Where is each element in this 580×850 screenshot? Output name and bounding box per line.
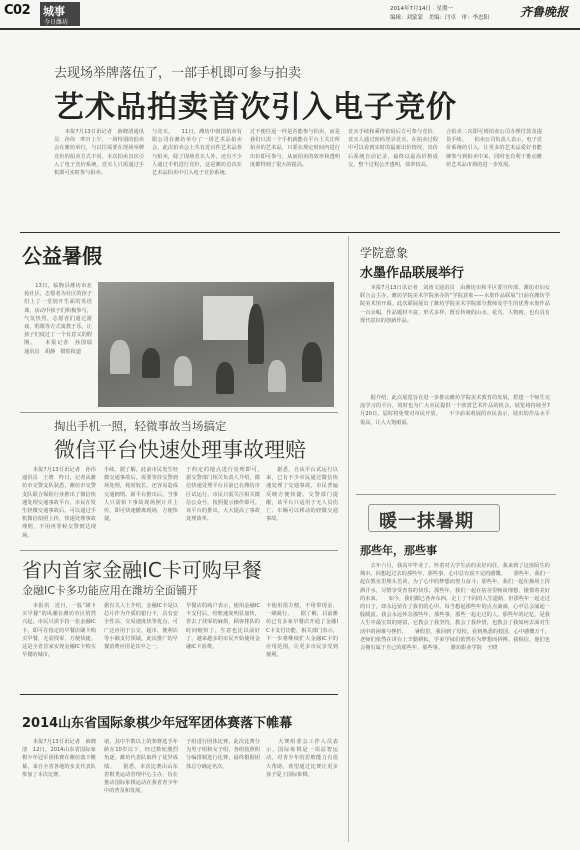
summer-title: 那些年，那些事 <box>360 544 437 557</box>
right-column-divider <box>348 236 349 842</box>
photo-teacher <box>248 304 264 364</box>
wechat-column-1: 本报7月13日讯记者 孙伟 通讯员 王增 昨日，记者从潍坊市交警支队获悉，潍坊市交警支队联合保险行业推出了微信快速处理交通事故平台，市民在发生轻微交通事故后，可以通过手机微信拍照上传，快速处理事故理赔，不用再等候交警到达现场。 <box>22 467 96 539</box>
page-code: C02 <box>4 3 31 18</box>
chess-headline: 2014山东省国际象棋少年冠军团体赛落下帷幕 <box>22 716 293 731</box>
newspaper-logo: 齐鲁晚报 <box>520 5 569 19</box>
chess-column-4: 大赛组委会工作人员表示，国际象棋是一项益智运动，对青少年的思维能力有很大帮助，希望通过比赛让更多孩子爱上国际象棋。 <box>266 739 338 778</box>
photo-child <box>302 342 322 382</box>
finance-column-4: 卡使用很方便，不用带现金，一刷就行。 据了解，目前潍坊已有多家早餐店开通了金融IC卡支付功能，相关部门表示，下一步将继续扩大金融IC卡的应用范围，让更多市民享受到便利。 <box>266 603 338 659</box>
lead-kicker: 去现场举牌落伍了，一部手机即可参与拍卖 <box>54 66 302 81</box>
finance-headline: 省内首家金融IC卡可购早餐 <box>22 558 262 582</box>
header-rule <box>0 28 580 30</box>
summer-essay: 去年六月，我高中毕业了，怀着对大学生活的美好向往，我来到了这座陌生的城市。回想起过去的那些年，那些事，心中总有说不完的感慨。 那些年，我们一起在教室里埋头苦读，为了心中的梦想而努力奋斗；那些年，我们一起在操场上挥洒汗水，尽情享受青春的快乐；那些年，我们一起在宿舍里畅谈理想，憧憬着美好的未来。 如今，我们都已各奔东西，走上了不同的人生道路，但那些年一起走过的日子，却永远留在了我们的心中。每当想起那些年的点点滴滴，心中总会涌起一股暖流。我会永远怀念那些年，那些事，那些一起走过的人。那些年的记忆，是我人生中最宝贵的财富，它教会了我坚持，教会了我珍惜，也教会了我如何去面对生活中的困难与挫折。 暑假里，我回到了母校，看到熟悉的校园，心中感慨万千。老师们依然在讲台上辛勤耕耘，学弟学妹们依然在为梦想而拼搏。我相信，他们也会拥有属于自己的那些年，那些事。 潍坊职业学院 王晓 <box>360 563 550 652</box>
lead-column-4: 竞买手续和乘得密码后方可参与竞价，竞买人通过密码登录竞买，在拍卖过程中可以看到实时的最新出价情况，出价后系统自动记录，最终以最高价格成交，整个过程公开透明，效率较高。 <box>348 129 438 168</box>
section-title: 城事 <box>43 5 65 18</box>
lead-bottom-rule <box>20 232 560 233</box>
chess-column-3: 子组进行团体比赛。此次比赛分为男子组和女子组，各组按照积分编排制进行比赛，最终根据团体总分确定名次。 <box>186 739 260 770</box>
column-badge <box>368 504 500 532</box>
chess-column-1: 本报7月13日讯记者 薛晓清 12日，2014山东省国际象棋少年冠军团体赛在潍坊落下帷幕，来自全省各地的多支代表队参加了本次比赛。 <box>22 739 96 778</box>
school-column-1: 本报7月13日讯记者 刘涛文通讯员 由潍坊市和平区委宣传部、潍坊市妇女联合会主办，潍坊学院美术学院承办的“学院意象——水墨作品联展”日前在潍坊学院美术馆开幕。此次联展展出了潍坊学院美术学院部分教师及学生的优秀水墨作品一百余幅，作品题材丰富，形式多样，既有传统的山水、花鸟、人物画，也有具有现代意识的创新作品。 <box>360 285 550 324</box>
charity-bottom-rule <box>20 412 338 413</box>
school-column-2: 据介绍，此次展览旨在进一步推动潍坊学院美术教育的发展，搭建一个师生交流学习的平台，同时也为广大市民提供一个欣赏艺术作品的机会。展览将持续至7月20日，届时将免费对市民开放。 不少前来观展的市民表示，展出的作品水平很高，让人大饱眼福。 <box>360 395 550 426</box>
photo-child <box>174 356 192 386</box>
finance-bottom-rule <box>20 694 338 695</box>
charity-caption: 13日，临朐县潍坊市北苑社区，志愿者为社区的孩子们上了一堂别开生面的英语课，活动中孩子们积极参与，气氛热烈，志愿者们通过游戏、唱歌等方式寓教于乐，让孩子们度过了一个有意义的假期。 本报记者 孙国瑞 通讯员 胡静 摄影报道 <box>24 283 92 355</box>
wechat-column-4: 据悉，自该平台试运行以来，已有不少市民通过微信快速处理了交通事故，市民普遍反映方便快捷。交警部门提醒，该平台只适用于无人员伤亡、车辆可以移动的轻微交通事故。 <box>266 467 338 523</box>
finance-column-3: 早餐店的商户表示，使用金融IC卡支付后，结账速度明显加快，省去了找零的麻烦，顾客排队的时间缩短了，生意也比以前好了，越来越多的市民开始使用金融IC卡消费。 <box>186 603 260 651</box>
wechat-column-2: 手续。据了解，此前市民发生轻微交通事故后，需要等待交警到场处理，耗时较长，还容易造成交通拥堵。新平台推出后，当事人只需拍下事故现场照片并上传，即可快速撤离现场，方便快捷。 <box>104 467 178 523</box>
lead-headline: 艺术品拍卖首次引入电子竞价 <box>54 90 457 125</box>
section-banner <box>40 2 80 26</box>
photo-child <box>110 340 130 374</box>
wechat-bottom-rule <box>20 550 338 551</box>
photo-child <box>142 348 160 378</box>
lead-column-1: 本报7月13日讯记者 薛晓清通讯员 孙伟 昨日上午，一场特别的拍卖会在潍坊举行，与以往需要在现场举牌竞价的拍卖方式不同，本次拍卖首次引入了电子竞价系统，竞买人只需通过手机即可实时参与拍卖。 <box>54 129 144 177</box>
editor-credits: 编辑：刘蒙蒙 美编：闫卓 审：李忠阳 <box>390 15 490 21</box>
photo-child <box>268 360 286 392</box>
lead-column-5: 合拍卖二次即可到拍卖公司办理付款及提货手续。 拍卖公司负责人表示，电子竞价系统的引入，让更多的艺术品爱好者能够参与到拍卖中来，同时也有利于推动潍坊艺术品市场的进一步发展。 <box>446 129 542 168</box>
finance-subhead: 金融IC卡多功能应用在潍坊全面铺开 <box>22 584 198 597</box>
section-subtitle: 今日潍坊 <box>44 19 69 26</box>
charity-title: 公益暑假 <box>22 244 102 268</box>
school-bottom-rule <box>356 494 556 495</box>
column-badge-label: 暖一抹暑期 <box>379 511 474 532</box>
photo-whiteboard <box>203 296 253 340</box>
finance-column-2: 据有关人士介绍，金融IC卡是以芯片作为介质的银行卡，具有安全性高、交易速度快等优点，可广泛应用于公交、超市、便利店等小额支付领域，此次推广的早餐消费应用是其中之一。 <box>104 603 178 651</box>
charity-photo <box>98 282 334 407</box>
wechat-headline: 微信平台快速处理事故理赔 <box>54 438 306 462</box>
finance-column-1: 本报讯 近日，一股“刷卡买早餐”的风潮在潍坊市区悄然兴起，市民只需手持一张金融IC卡，即可在指定的早餐店刷卡购买早餐，无需找零，方便快捷。这是全省首家实现金融IC卡购买早餐的城市。 <box>22 603 96 659</box>
chess-column-2: 诸，其中半数以上的参赛选手年龄在10岁以下，经过数轮激烈角逐，潍坊代表队取得了优异成绩。 据悉，本次比赛由山东省棋类运动管理中心主办，旨在推动国际象棋运动在我省青少年中的普及和发展。 <box>104 739 178 795</box>
school-kicker: 学院意象 <box>360 246 409 260</box>
school-title: 水墨作品联展举行 <box>360 266 465 281</box>
photo-child <box>216 362 234 394</box>
lead-column-3: 过不便往返一样是否能参与拍卖，而是我们只需一个手机就能在平台上关注所拍卖的艺术品，只要在规定时间内进行出价即可参与，从而拍卖的效率和透明度都得到了很大的提高。 <box>250 129 340 168</box>
wechat-kicker: 掏出手机一照，轻微事故当场搞定 <box>54 419 227 433</box>
issue-date: 2014年7月14日 星期一 <box>390 6 453 12</box>
lead-column-2: 与竞买。 11日，潍坊中润国拍卖有限公司在潍坊举办了一场艺术品拍卖会，此次拍卖会上共有近百件艺术品参与拍卖，除了现场竞买人外，还有不少人通过手机进行竞价，这是潍坊首次在艺术品拍卖中引入电子竞价系统。 <box>152 129 242 177</box>
wechat-column-3: 于约定的地点进行处理即可。 据交警部门相关负责人介绍，微信快速处理平台目前已在潍坊市区试运行，市民只需关注相关微信公众号，按照提示操作即可。该平台的推出，大大提高了事故处理效率。 <box>186 467 260 523</box>
